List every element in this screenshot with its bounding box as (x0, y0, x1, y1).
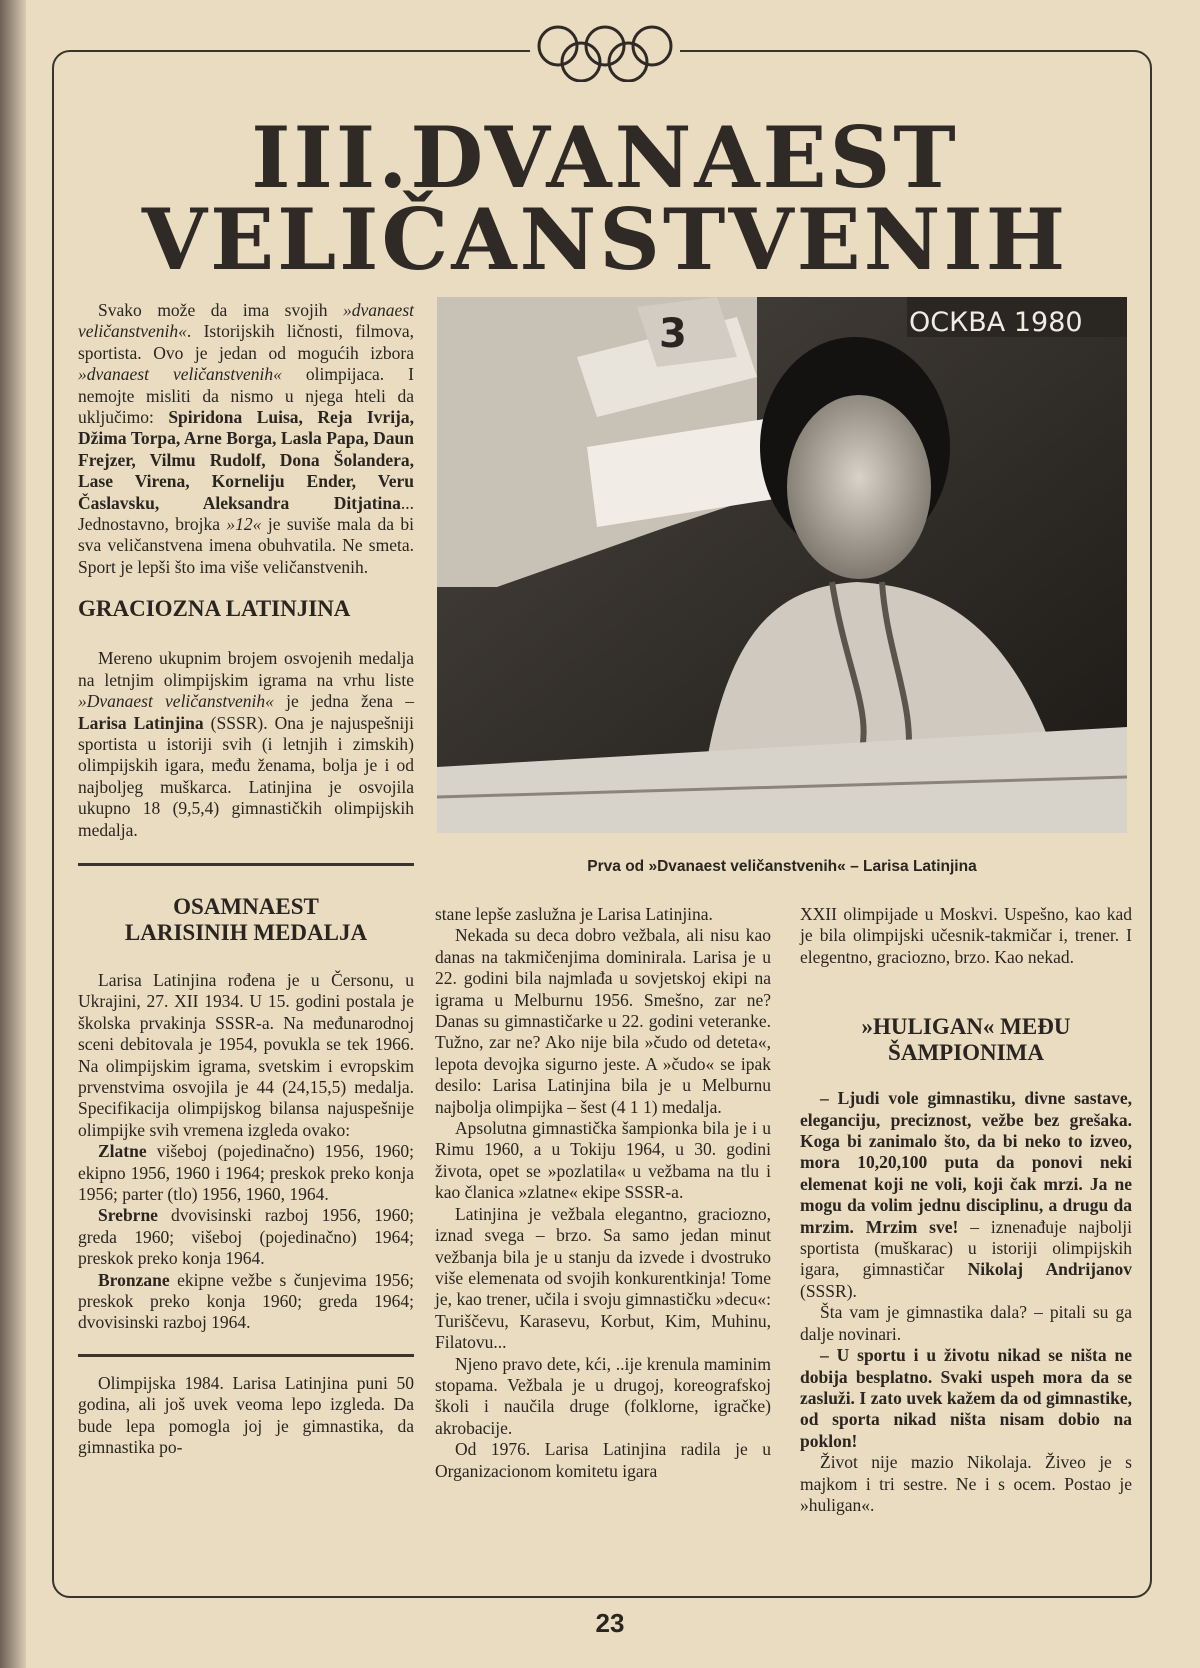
column-3 (800, 904, 1132, 1516)
cube-number: 3 (659, 311, 687, 357)
section-heading-graciozna: GRACIOZNA LATINJINA (78, 596, 351, 622)
photo-larisa-latinjina (437, 297, 1127, 833)
section1-paragraph: Mereno ukupnim brojem osvojenih medalja na letnjim olimpijskim igrama na vrhu liste »Dvanaest veličanstvenih« je jedna žena – Larisa Latinjina (SSSR). Ona je najuspešniji sportista u istoriji svih (i letnjih i zimskih) olimpijskih igara, među ženama, bolja je i od najboljeg muškarca. Latinjina je osvojila ukupno 18 (9,5,4) gimnastičkih olimpijskih medalja. (78, 648, 414, 840)
col2-paragraph-4: Njeno pravo dete, kći, ..ije krenula maminim stopama. Vežbala je u drugoj, koreografskoj školi i naučila druge (folklorne, igračke) akrobacije. (435, 1353, 771, 1438)
section-heading-huligan-line1: »HULIGAN« MEĐU (861, 1014, 1071, 1040)
col3-paragraph-2: Šta vam je gimnastika dala? – pitali su ga dalje novinari. (800, 1302, 1132, 1344)
divider (78, 1354, 414, 1357)
column-1 (78, 300, 414, 1458)
olympic-rings-icon (530, 22, 680, 82)
section2-paragraph: Larisa Latinjina rođena je u Čersonu, u Ukrajini, 27. XII 1934. U 15. godini postala je školska prvakinja SSSR-a. Na međunarodnoj sceni debitovala je 1954, povukla se tek 1966. Na olimpijskim igrama, svetskim i evropskim prvenstvima osvojila je 44 (24,15,5) medalja. Specifikacija olimpijskog bilansa najuspešnije olimpijke svih vremena izgleda ovako: (78, 969, 414, 1140)
section-heading-huligan-line2: ŠAMPIONIMA (888, 1040, 1044, 1066)
quote-1: – Ljudi vole gimnastiku, divne sastave, eleganciju, preciznost, vežbe bez grešaka. Koga bi zanimalo što, da bi neko to izveo, mora 10,20,100 puta da ponovi neki elemenat koji ne voli, koji čak mrzi. Ja ne mogu da volim jednu disciplinu, a drugu da mrzim. Mrzim sve! – iznenađuje najbolji sportista (muškarac) u istoriji olimpijskih igara, gimnastičar Nikolaj Andrijanov (SSSR). (800, 1088, 1132, 1301)
col3-paragraph-3: Život nije mazio Nikolaja. Živeo je s majkom i tri sestre. Ne i s ocem. Postao je »huligan«. (800, 1452, 1132, 1515)
quote-2: – U sportu i u životu nikad se ništa ne dobija besplatno. Svaki uspeh mora da se zasluži. I zato uvek kažem da od gimnastike, od sporta nikad ništa nisam dobio na poklon! (800, 1345, 1132, 1451)
page-number: 23 (595, 1608, 625, 1638)
section-heading-osamnaest-line2: LARISINIH MEDALJA (124, 919, 368, 945)
col2-paragraph-3: Latinjina je vežbala elegantno, graciozno, iznad svega – brzo. Sa samo jedan minut vežbanja bila je u stanju da izvede i dvostruko više elemenata od svojih konkurentkinja! Tome je, kao trener, učila i svoju gimnastičku »decu«: Turiščevu, Karasevu, Korbut, Kim, Muhinu, Filatovu... (435, 1203, 771, 1353)
page-title-line2: VELIČANSTVENIH (141, 190, 1069, 289)
col2-paragraph-1: Nekada su deca dobro vežbala, ali nisu kao danas na takmičenjima dominirala. Larisa je u 22. godini bila najmlađa u sovjetskoj ekipi na igrama u Melburnu 1956. Smešno, zar ne? Danas su gimnastičarke u 22. godini veteranke. Tužno, zar ne? Ako nije bila »čudo od deteta«, lepota devojka sigurno jeste. A »čudo« se ipak desilo: Larisa Latinjina bila je u Melburnu najbolja olimpijka – šest (4 1 1) medalja. (435, 925, 771, 1117)
col3-paragraph-0: XXII olimpijade u Moskvi. Uspešno, kao kad je bila olimpijski učesnik-takmičar i, trener. I elegentno, graciozno, brzo. Kao nekad. (800, 904, 1132, 967)
photo-caption: Prva od »Dvanaest veličanstvenih« – Larisa Latinjina (587, 858, 977, 875)
moscow-1980-sign: ОСКВА 1980 (909, 307, 1083, 338)
column-2 (435, 904, 771, 1482)
col2-paragraph-0: stane lepše zaslužna je Larisa Latinjina. (435, 904, 713, 924)
gold-medals: Zlatne višeboj (pojedinačno) 1956, 1960; ekipno 1956, 1960 i 1964; preskok preko konja 1956; parter (tlo) 1956, 1960, 1964. (78, 1141, 414, 1204)
olympics-1984-paragraph: Olimpijska 1984. Larisa Latinjina puni 50 godina, ali još uvek veoma lepo izgleda. Da bude lepa pomogla joj je gimnastika, da gimnastika po- (78, 1372, 414, 1458)
divider (78, 863, 414, 866)
page-edge-shadow (0, 0, 26, 1668)
bronze-medals: Bronzane ekipne vežbe s čunjevima 1956; preskok preko konja 1960; greda 1964; dvovisinski razboj 1964. (78, 1269, 414, 1333)
col2-paragraph-2: Apsolutna gimnastička šampionka bila je i u Rimu 1960, a u Tokiju 1964, u 30. godini života, opet se »pozlatila« u vežbama na tlu i kao članica »zlatne« ekipe SSSR-a. (435, 1118, 771, 1203)
photo-image (437, 297, 1127, 833)
col2-paragraph-5: Od 1976. Larisa Latinjina radila je u Organizacionom komitetu igara (435, 1439, 771, 1481)
page-title-line1: III.DVANAEST (251, 108, 959, 207)
silver-medals: Srebrne dvovisinski razboj 1956, 1960; greda 1960; višeboj (pojedinačno) 1964; preskok preko konja 1964. (78, 1205, 414, 1269)
intro-paragraph: Svako može da ima svojih »dvanaest veličanstvenih«. Istorijskih ličnosti, filmova, sportista. Ovo je jedan od mogućih izbora »dvanaest veličanstvenih« olimpijaca. I nemojte misliti da nismo u njega hteli da uključimo: Spiridona Luisa, Reja Ivrija, Džima Torpa, Arne Borga, Lasla Papa, Daun Frejzer, Vilmu Rudolf, Dona Šolandera, Lase Virena, Korneliju Ender, Veru Časlavsku, Aleksandra Ditjatina... Jednostavno, brojka »12« je suviše mala da bi sva veličanstvena imena obuhvatila. Ne smeta. Sport je lepši što ima više veličanstvenih. (78, 300, 415, 577)
section-heading-osamnaest-line1: OSAMNAEST (173, 893, 319, 919)
